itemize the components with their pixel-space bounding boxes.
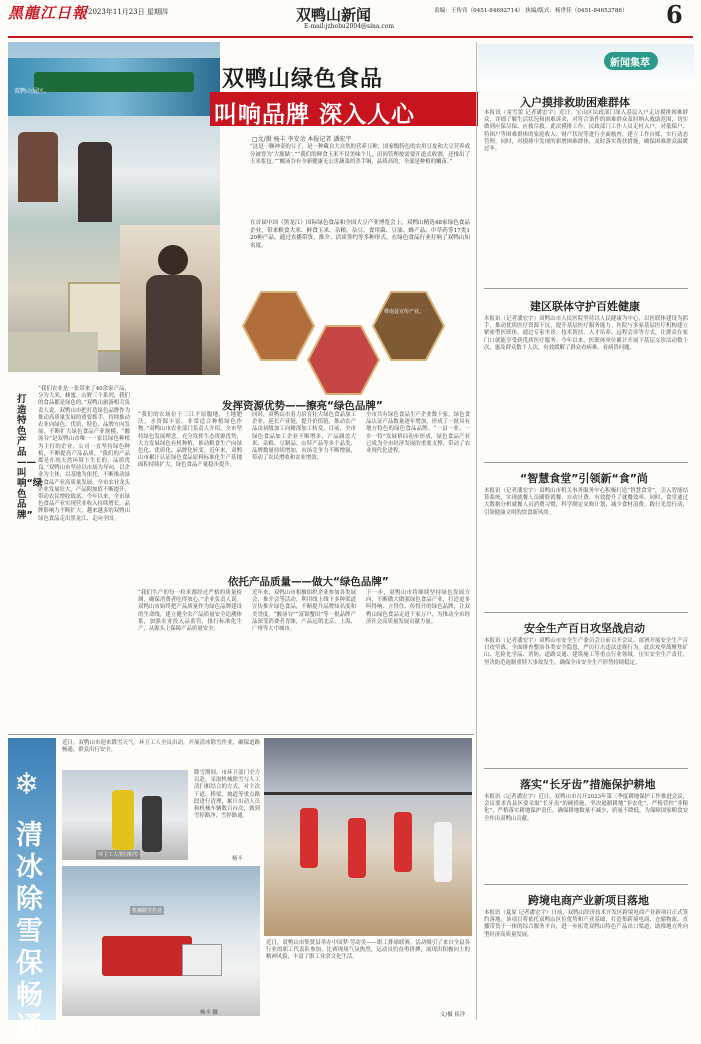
visitor-body — [146, 275, 202, 375]
snow-vertical-title: 清冰除雪保畅通 — [16, 820, 43, 1043]
snow-photo-1 — [62, 770, 188, 860]
section-email: E-mail:jzhebu2004@sina.com — [304, 23, 395, 30]
display-table — [8, 332, 98, 372]
visitor-figure — [78, 142, 112, 222]
news-separator — [484, 768, 688, 769]
column-divider — [476, 42, 477, 1020]
news-body-2: 本报讯（记者潘宏宇）双鸭山市人民医院坚持以人民健康为中心，以医联体建设为抓手，推动优质医疗资源下沉，提升基层医疗服务能力。医院与多家基层医疗机构建立紧密型医联体，通过专家坐诊、技术帮扶、人才培养、远程会诊等方式，让群众在家门口就能享受到优质医疗服务。今年以来，医联体单位累计开展下基层义诊活动数十次，惠及群众数千人次，有效缓解了群众看病难、看病贵问题。 — [484, 316, 688, 351]
snowflake-icon: ❄ — [14, 767, 40, 802]
section2-col1: “我们生产的每一粒米都经过严格的质量检测，确保消费者吃得放心。”企业负责人说。双鸭山市始终把产品质量作为绿色品牌建设的生命线，建立健全农产品质量安全追溯体系，加强农业投入品监管，推行标准化生产，从源头上保障产品质量安全。 — [138, 590, 242, 633]
snow-photo-2-caption: 机械除雪作业 — [132, 908, 163, 914]
news-title-2: 建区联体守护百姓健康 — [530, 300, 640, 313]
section1-col2: 同时，双鸭山市着力培育壮大绿色食品加工企业，延长产业链，提升价值链，推动农产品由初级加工向精深加工转变。目前，全市绿色食品加工企业不断增多，产品涵盖大米、杂粮、豆制品、山特产品等多个品类，品牌数量持续增加，市场竞争力不断增强，带动了农民增收和农业增效。 — [252, 412, 356, 462]
news-body-6: 本报讯（夏原 记者潘宏宇）日前，双鸭山经济技术开发区跨境电商产业新项目正式签约落地。该项目将依托双鸭山区位优势和产业基础，打造集跨境电商、仓储物流、直播带货于一体的综合服务平台，进一步拓宽双鸭山特色产品出口渠道，助推地方外向型经济高质量发展。 — [484, 910, 688, 938]
section1-col1: “我们的农场位于三江平原腹地，土地肥沃，水资源丰富，非常适合种植绿色作物。”双鸭山市农业部门负责人介绍，全市坚持绿色发展理念，充分发挥生态资源优势，大力发展绿色有机种植，推动粮食生产向绿色化、优质化、品牌化转变。近年来，双鸭山市累计认证绿色食品原料标准化生产基地面积持续扩大，绿色食品产量稳步提升。 — [138, 412, 242, 469]
news-separator — [484, 612, 688, 613]
news-title-3: “智慧食堂”引领新“食”尚 — [520, 472, 648, 485]
news-body-3: 本报讯（记者潘宏宇）双鸭山市机关事务服务中心积极打造“智慧食堂”，引入智能结算系统，实现就餐人员刷脸就餐、自动计费，有效提升了就餐效率。同时，食堂通过大数据分析就餐人员消费习惯，科学制定采购计划，减少食材浪费，践行光盘行动，引领健康文明的饮食新风尚。 — [484, 488, 688, 516]
lead-quote: “这是一颗神奇的豆子，是一种藏自大自然的营养豆种，国家级特色的农用豆皮和大豆营养成分被誉为‘大瓶储’。”“我们的鲜食玉米不仅美味个儿，田间管理按需要开道式收割，还推出了玉米浆包。”“酸汤谷有全新健康无公害蔬菜的杀手锏，品质高的，全部是种植的嫩苗。” — [250, 144, 470, 166]
masthead-rule — [8, 36, 693, 38]
snow-credit-top: 杨丰 — [232, 856, 243, 862]
newspaper-logo: 黑龍江日報 — [8, 4, 89, 22]
player-figure — [394, 812, 412, 872]
booth-sign — [34, 72, 194, 92]
worker-figure — [142, 796, 162, 852]
hexagon-photo-group — [226, 286, 476, 406]
section1-col3: 全市共有绿色食品生产企业数十家，绿色食品认证产品数量逐年增加，形成了一批具有地方特色的绿色食品品牌。“一县一业、一乡一特”发展格局初步形成，绿色食品产业已成为全市经济发展的重要支撑，带动了农业现代化进程。 — [366, 412, 470, 455]
news-separator — [484, 884, 688, 885]
hex-caption: 桦南县宣传产业。 — [384, 309, 425, 315]
lead-byline: □文/摄 杨丰 李安余 本报记者 潘宏宇 — [252, 136, 352, 143]
left-column-body: “我们农业是一张带来了40余家产品，分为大米、蜂蜜、山野三个系列，我们的食品都是绿色的。”双鸭山旅游相关负责人说。双鸭山市把打造绿色品牌作为推动高质量发展的重要抓手，持续推动农业向绿色、优质、特色、品牌方向发展，不断扩大绿色食品产业规模。“酸汤谷”是双鸭山市唯一一家以绿色种植为主打的企业，公司一直坚持绿色种植，不断提高产品品质。“我们的产品都是在纯天然环境下生长的，品质优良。”双鸭山市坚持以市场为导向，以企业为主体，以基地为依托，不断推动绿色食品产业高质量发展。全市农业龙头企业发展壮大，产品附加值不断提升，带动农民增收致富。今年以来，全市绿色食品产业实现营业收入持续增长，品牌影响力不断扩大，越来越多的双鸭山绿色食品走出黑龙江、走向全国。 — [38, 386, 130, 522]
hexagon-photo — [373, 292, 444, 360]
section1-subtitle: 发挥资源优势——擦亮“绿色品牌” — [222, 400, 383, 412]
player-figure — [348, 818, 366, 878]
lead-title-line2: 叫响品牌 深入人心 — [214, 102, 416, 128]
news-body-4: 本报讯（记者潘宏宇）双鸭山市安全生产委员会日前召开会议，部署开展安全生产百日攻坚战，全面排查整治各类安全隐患，严厉打击违法违规行为。此次攻坚战聚焦矿山、危险化学品、消防、道路交通、建筑施工等重点行业领域，压实安全生产责任，坚决防范遏制重特大事故发生，确保全市安全生产形势持续稳定。 — [484, 638, 688, 666]
visitor-head — [158, 245, 188, 275]
section2-col2: 近年来，双鸭山市积极组织企业参加各类展会、推介会等活动，利用线上线下多种渠道宣传推介绿色食品，不断提升品牌知名度和美誉度。“酸汤谷”“富锦蟹田”等一批品牌产品深受消费者青睐，产品远销北京、上海、广州等大中城市。 — [252, 590, 356, 633]
news-title-1: 入户摸排救助困难群体 — [520, 96, 630, 109]
lead-intro: 在首届中国（黑龙江）国际绿色食品和全国大豆产业博览会上，双鸭山精选48家绿色食品企业，带来粮食大米、鲜食玉米、杂粮、杂豆、食用菌、豆油、蜂产品、中草药等17类120种产品。通过直播带货、推介、洽谈签约等多种形式，在绿色食品行业打响了双鸭山知名度。 — [250, 220, 470, 249]
worker-figure — [112, 790, 134, 850]
visitor-photo — [120, 225, 220, 375]
page-number: 6 — [666, 0, 683, 29]
news-title-6: 跨境电商产业新项目落地 — [528, 894, 649, 907]
photo-caption: 双鸭山展区。 — [14, 88, 51, 95]
player-figure — [300, 808, 318, 868]
page-section-title: 双鸭山新闻 — [296, 6, 372, 24]
snow-photo-2 — [62, 866, 260, 1016]
news-title-4: 安全生产百日攻坚战启动 — [524, 622, 645, 635]
news-separator — [484, 462, 688, 463]
editors-line: 责编：王传宾（0451-84692714） 执编/版式：杨世佳（0451-84653786） — [434, 8, 628, 14]
sports-caption: 近日，双鸭山市集贤县举办中国梦·劳动美——职工排球联赛。活动吸引了来自全县各行业的职工代表队参加，比赛现场气氛热烈，运动员们奋勇拼搏，展现出积极向上的精神风貌，丰富了职工业余文化生活。 — [266, 940, 470, 961]
section2-subtitle: 依托产品质量——做大“绿色品牌” — [228, 576, 389, 588]
snow-photo-1-caption: 环卫工人清扫积雪 — [98, 852, 139, 858]
brief-header-bg — [478, 44, 694, 90]
news-body-5: 本报讯（记者潘宏宇）近日，双鸭山市召开2023年第三季度耕地保护工作推进会议，会议要求各县区要采取“长牙齿”的硬措施，坚决遏制耕地“非农化”、严格管控“非粮化”，严格落实耕地保护责任，确保耕地数量不减少、质量不降低，为保障国家粮食安全作出双鸭山贡献。 — [484, 794, 688, 822]
news-title-5: 落实“长牙齿”措施保护耕地 — [520, 778, 656, 791]
snow-credit: 杨丰 摄 — [200, 1010, 218, 1016]
snowplow-truck — [102, 936, 192, 976]
issue-date: 2023年11月23日 星期四 — [88, 8, 168, 16]
hexagon-photo — [243, 292, 314, 360]
volleyball-net — [264, 792, 472, 795]
section-separator — [8, 734, 474, 735]
lead-title-line1: 双鸭山绿色食品 — [222, 67, 384, 92]
news-body-1: 本报讯（童雪蕾 记者潘宏宇）近日，宝山区民政部门深入基层入户走访摸排困难群众，详细了解生活状况和困难诉求，对符合条件的困难群众及时纳入救助范围，切实做到应保尽保、应救尽救。此次摸排工作，民政部门工作人员走村入户，对低保户、特困户等困难群体的家庭收入、财产状况等进行全面核查，建立工作台账，实行动态管理。同时，对摸排中发现的新增困难群体，及时落实帮扶措施，确保困难群众温暖过冬。 — [484, 110, 688, 153]
news-separator — [484, 288, 688, 289]
snow-para-2: 降雪期间，市环卫部门全力以赴，采取机械除雪与人工清扫相结合的方式，对主次干道、桥梁、坡道等重点路段进行清理，累计出动人员和机械车辆数百台次，做到雪停路净、雪停路通。 — [194, 770, 260, 820]
sports-credit: 文/摄 崔洋 — [440, 1012, 466, 1018]
volleyball-photo — [264, 738, 472, 936]
hexagon-photo — [308, 326, 379, 394]
player-figure — [434, 822, 452, 882]
visitor-figure — [18, 132, 58, 202]
snow-para-1: 近日，双鸭山市迎来降雪天气。环卫工人全员出动，开展清冰除雪作业，确保道路畅通、群众出行安全。 — [62, 740, 260, 754]
snowplow-cab — [182, 944, 222, 976]
section2-col3: 下一步，双鸭山市将继续坚持绿色发展方向，不断做大做强绿色食品产业，打造更多叫得响、立得住、传得开的绿色品牌，让双鸭山绿色食品走进千家万户，为推动全市经济社会高质量发展贡献力量。 — [366, 590, 470, 625]
brief-badge: 新闻集萃 — [610, 58, 650, 69]
left-vertical-title: 打造特色产品——叫响“绿色品牌” — [17, 394, 43, 521]
